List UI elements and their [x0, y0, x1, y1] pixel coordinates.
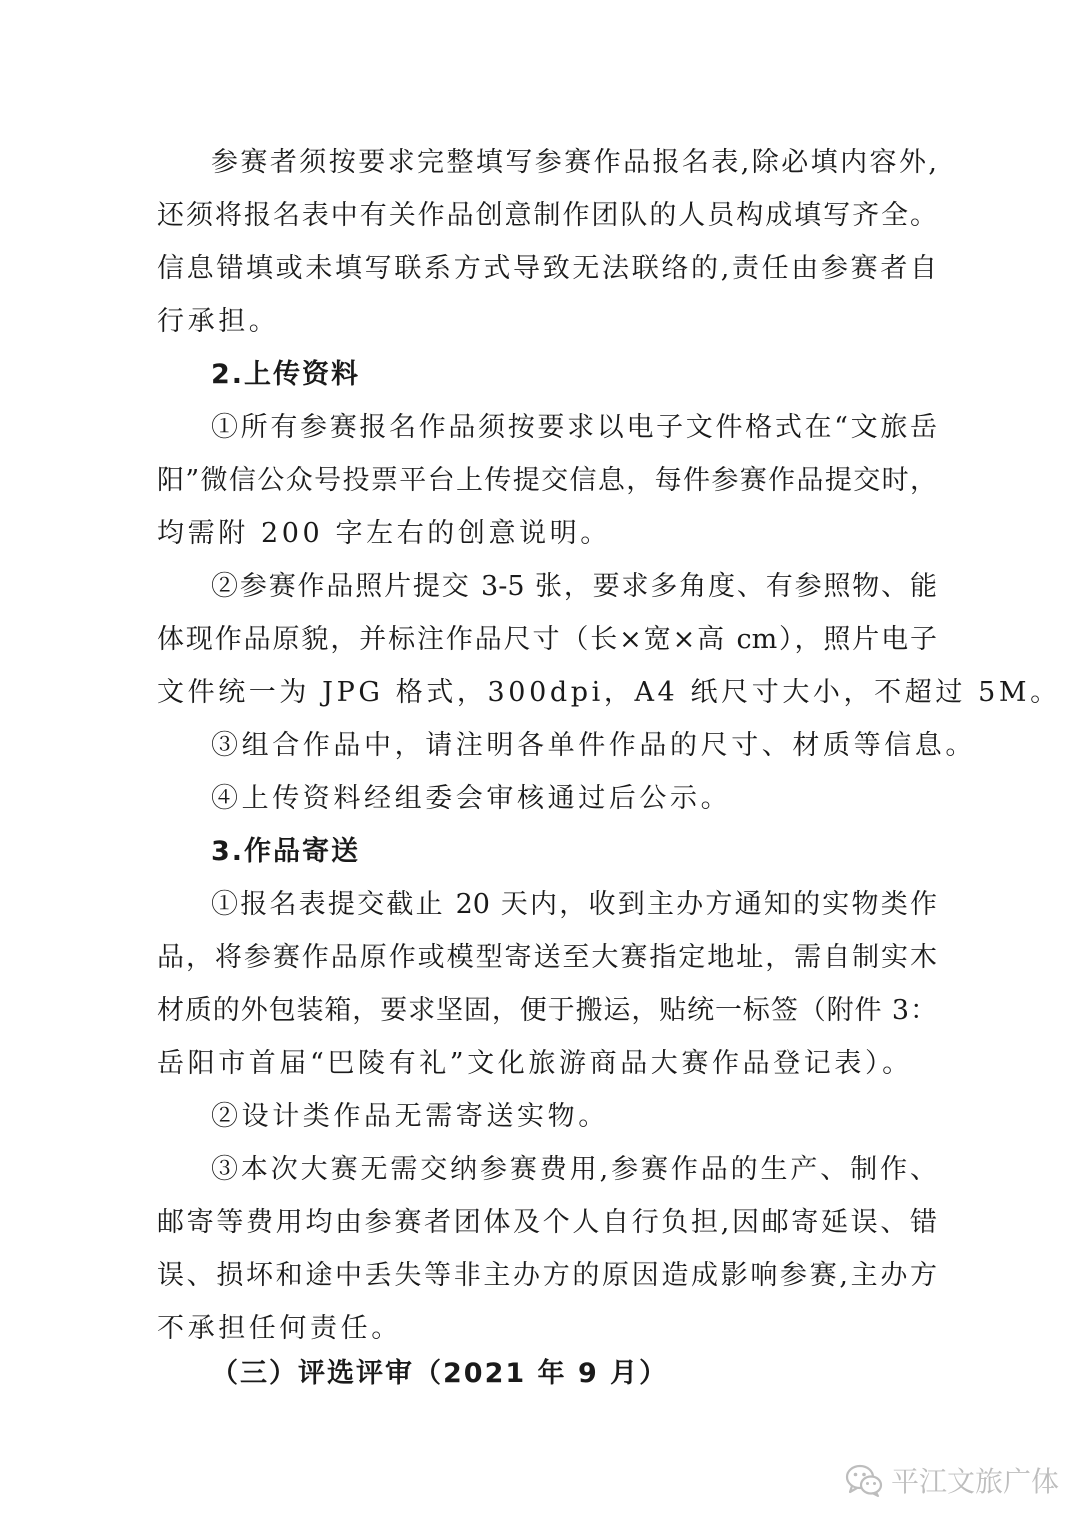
watermark	[845, 1458, 1059, 1502]
subheading-upload: 2.上传资料	[211, 359, 361, 390]
subheading-shipping: 3.作品寄送	[211, 836, 361, 867]
paragraph-line: 信息错填或未填写联系方式导致无法联络的,责任由参赛者自	[157, 253, 937, 284]
section-heading: （三）评选评审（2021 年 9 月）	[211, 1358, 669, 1389]
paragraph-line: 体现作品原貌，并标注作品尺寸（长×宽×高 cm），照片电子	[157, 624, 937, 655]
paragraph-line: ①所有参赛报名作品须按要求以电子文件格式在“文旅岳	[211, 412, 937, 443]
paragraph-line: 阳”微信公众号投票平台上传提交信息，每件参赛作品提交时，	[157, 465, 937, 496]
paragraph-line: 材质的外包装箱，要求坚固，便于搬运，贴统一标签（附件 3：	[157, 995, 937, 1026]
paragraph-line: 行承担。	[157, 306, 280, 337]
paragraph-line: ②设计类作品无需寄送实物。	[211, 1101, 609, 1132]
paragraph-line: 邮寄等费用均由参赛者团体及个人自行负担,因邮寄延误、错	[157, 1207, 937, 1238]
wechat-icon	[845, 1463, 883, 1497]
paragraph-line: 岳阳市首届“巴陵有礼”文化旅游商品大赛作品登记表）。	[157, 1048, 913, 1079]
paragraph-line: ③组合作品中，请注明各单件作品的尺寸、材质等信息。	[211, 730, 976, 761]
paragraph-line: ①报名表提交截止 20 天内，收到主办方通知的实物类作	[211, 889, 937, 920]
paragraph-line: 均需附 200 字左右的创意说明。	[157, 518, 611, 549]
paragraph-line: ④上传资料经组委会审核通过后公示。	[211, 783, 732, 814]
watermark-text: 平江文旅广体	[891, 1465, 1060, 1498]
paragraph-line: 误、损坏和途中丢失等非主办方的原因造成影响参赛,主办方	[157, 1260, 937, 1291]
paragraph-line: 文件统一为 JPG 格式，300dpi，A4 纸尺寸大小，不超过 5M。	[157, 677, 1061, 708]
paragraph-line: 还须将报名表中有关作品创意制作团队的人员构成填写齐全。	[157, 200, 937, 231]
paragraph-line: 参赛者须按要求完整填写参赛作品报名表,除必填内容外,	[211, 147, 937, 178]
paragraph-line: 不承担任何责任。	[157, 1313, 402, 1344]
paragraph-line: ②参赛作品照片提交 3-5 张，要求多角度、有参照物、能	[211, 571, 937, 602]
paragraph-line: ③本次大赛无需交纳参赛费用,参赛作品的生产、制作、	[211, 1154, 937, 1185]
paragraph-line: 品，将参赛作品原作或模型寄送至大赛指定地址，需自制实木	[157, 942, 937, 973]
